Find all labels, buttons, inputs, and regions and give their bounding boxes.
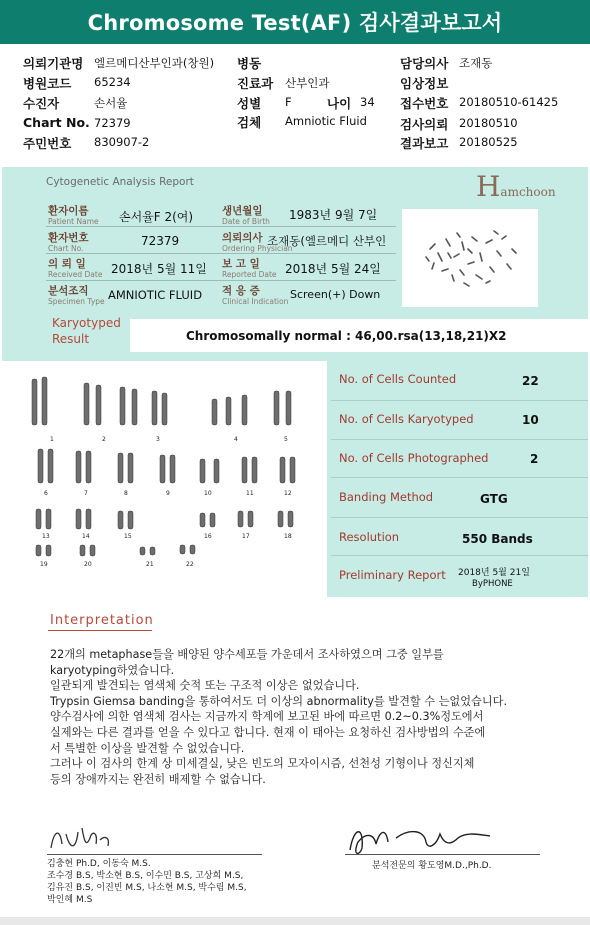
header-info: [0, 48, 590, 156]
chart-no-ko: 환자번호: [48, 232, 89, 244]
patient-label: 수진자: [23, 96, 60, 111]
lab-logo: [476, 170, 556, 203]
sex-label: 성별: [237, 96, 262, 111]
karyogram-number: 15: [124, 533, 132, 540]
resident-no-label: 주민번호: [23, 136, 72, 151]
cytogenetic-report-title: Cytogenetic Analysis Report: [46, 176, 194, 188]
field-chart-no: [48, 230, 89, 253]
stat-label: No. of Cells Karyotyped: [339, 412, 474, 426]
header-row-request-date: [400, 115, 518, 133]
ward-label: 병동: [237, 56, 262, 71]
received-value: 2018년 5월 11일: [111, 262, 207, 276]
interpretation-underline: [48, 630, 152, 631]
karyogram-number: 17: [242, 533, 250, 540]
reception-no-value: 20180510-61425: [459, 95, 559, 109]
report-chart-no-value: 72379: [141, 234, 180, 248]
received-ko: 의 뢰 일: [48, 258, 86, 270]
karyogram-number: 4: [234, 436, 238, 443]
staff-line: 조수경 B.S, 박소현 B.S, 이수민 B.S, 고상희 M.S,: [47, 871, 244, 881]
karyogram-number: 12: [284, 490, 292, 497]
divider: [331, 517, 588, 518]
interpretation-text: [50, 647, 570, 787]
dob-value: 1983년 9월 7일: [289, 208, 378, 222]
specimen-type-value: AMNIOTIC FLUID: [108, 288, 203, 302]
divider: [331, 400, 588, 401]
interpretation-line: 그러나 이 검사의 한계 상 미세결실, 낮은 빈도의 모자이시즘, 선천성 기형이나 정신지체: [50, 757, 475, 771]
staff-line: 김유진 B.S, 이진빈 M.S, 나소현 M.S, 박수림 M.S,: [47, 883, 247, 893]
header-row-patient: [23, 94, 128, 112]
analysis-stats-panel: [331, 361, 588, 597]
indication-ko: 적 응 증: [222, 285, 260, 297]
request-date-value: 20180510: [459, 116, 518, 130]
reported-en: Reported Date: [222, 270, 277, 279]
institution-value: 엘르메디산부인과(창원): [94, 56, 215, 70]
karyotype-value: Chromosomally normal : 46,00.rsa(13,18,21)X2: [186, 329, 507, 343]
field-reported: [222, 256, 277, 279]
stat-label: Banding Method: [339, 490, 434, 504]
chart-no-label: Chart No.: [23, 115, 90, 130]
hospital-code-value: 65234: [94, 75, 131, 89]
field-specimen: [48, 283, 105, 306]
field-received: [48, 256, 102, 279]
chart-no-value: 72379: [94, 116, 131, 130]
reception-no-label: 접수번호: [400, 96, 449, 111]
header-row-institution: [23, 54, 215, 72]
interpretation-line: 등의 장애까지는 완전히 배제할 수 없습니다.: [50, 772, 266, 786]
header-row-ward: [237, 54, 261, 72]
specimen-label: 검체: [237, 115, 262, 130]
divider: [46, 280, 396, 281]
interpretation-line: 22개의 metaphase들을 배양된 양수세포들 가운데서 조사하였으며 그중 일부를: [50, 648, 444, 661]
karyogram-number: 10: [204, 490, 212, 497]
interpretation-line: 일관되게 발견되는 염색체 숫적 또는 구조적 이상은 없었습니다.: [50, 679, 360, 693]
karyogram-number: 5: [284, 436, 288, 443]
clinical-info-label: 임상정보: [400, 76, 449, 91]
metaphase-spread: [402, 209, 538, 307]
stat-label: Preliminary Report: [339, 568, 446, 582]
karyogram-number: 14: [82, 533, 90, 540]
sex-value: F: [285, 95, 292, 109]
stat-value: 550 Bands: [462, 532, 533, 546]
staff-list: [47, 858, 247, 906]
karyotype-label-line1: Karyotyped: [52, 316, 121, 330]
karyogram-number: 19: [40, 561, 48, 568]
interpretation-title: Interpretation: [50, 613, 154, 628]
header-row-report-date: [400, 134, 518, 152]
divider: [331, 439, 588, 440]
specimen-value: Amniotic Fluid: [285, 114, 367, 128]
field-indication: [222, 283, 288, 306]
field-patient-name: [48, 203, 99, 226]
header-row-resident-no: [23, 134, 150, 152]
chart-no-en: Chart No.: [48, 244, 84, 253]
stat-label: No. of Cells Counted: [339, 372, 457, 386]
doctor-label: 담당의사: [400, 56, 449, 71]
karyogram-number: 7: [84, 490, 88, 497]
karyogram-number: 22: [186, 561, 194, 568]
interpretation-line: 실제와는 다른 결과를 얻을 수 있다고 합니다. 현재 이 태아는 요청하신 검사방법의 수준에: [50, 725, 486, 739]
stat-value: 10: [522, 413, 539, 427]
preliminary-date: 2018년 5월 21일: [458, 568, 530, 578]
karyogram-number: 8: [124, 490, 128, 497]
staff-line: 김충현 Ph.D, 이동숙 M.S.: [47, 859, 151, 869]
analyst-name: 분석전문의 황도영M.D.,Ph.D.: [372, 861, 492, 871]
received-en: Received Date: [48, 270, 103, 279]
request-date-label: 검사의뢰: [400, 117, 449, 132]
signature-line-left: [47, 854, 262, 855]
interpretation-line: 양수검사에 의한 염색체 검사는 지금까지 학계에 보고된 바에 따르면 0.2~0.3%정도에서: [50, 710, 484, 724]
karyogram-number: 11: [246, 490, 254, 497]
karyogram-number: 20: [84, 561, 92, 568]
patient-name-en: Patient Name: [48, 217, 99, 226]
karyogram-number: 21: [146, 561, 154, 568]
karyotype-label-line2: Result: [52, 332, 90, 346]
karyogram-number: 13: [42, 533, 50, 540]
lab-logo-text: amchoon: [500, 185, 556, 199]
stat-value: 22: [522, 374, 539, 388]
header-row-doctor: [400, 54, 493, 72]
karyogram-number: 16: [204, 533, 212, 540]
patient-value: 손서율: [94, 96, 128, 110]
indication-value: Screen(+) Down: [290, 288, 381, 301]
physician-en: Ordering Physician: [222, 244, 293, 253]
karyotype-label: [52, 316, 121, 346]
divider: [331, 555, 588, 556]
interpretation-line: karyotyping하였습니다.: [50, 663, 175, 677]
lab-logo-initial: H: [476, 170, 501, 203]
header-row-clinical-info: [400, 74, 448, 92]
department-value: 산부인과: [285, 76, 330, 90]
header-row-sex: [237, 94, 292, 112]
department-label: 진료과: [237, 76, 274, 91]
resident-no-value: 830907-2: [94, 135, 150, 149]
bottom-bar: [0, 917, 590, 925]
divider: [331, 477, 588, 478]
stat-value: GTG: [480, 492, 508, 506]
metaphase-image: [402, 209, 538, 307]
reported-ko: 보 고 일: [222, 258, 260, 270]
patient-name-ko: 환자이름: [48, 205, 89, 217]
interpretation-line: 서 특별한 이상을 발견할 수 없었습니다.: [50, 741, 245, 755]
indication-en: Clinical Indication: [222, 297, 289, 306]
field-dob: [222, 203, 270, 226]
patient-name-value: 손서율F 2(여): [119, 210, 194, 224]
doctor-value: 조재동: [459, 56, 493, 70]
header-row-reception-no: [400, 94, 559, 112]
header-row-department: [237, 74, 330, 92]
karyogram-number: 18: [284, 533, 292, 540]
reported-value: 2018년 5월 24일: [285, 262, 381, 276]
karyogram-number: 2: [102, 436, 106, 443]
report-date-label: 결과보고: [400, 136, 449, 151]
header-row-hospital-code: [23, 74, 131, 92]
karyogram-number: 3: [156, 436, 160, 443]
karyogram-number: 1: [50, 436, 54, 443]
karyogram-number: 6: [44, 490, 48, 497]
handwritten-signature-left: [46, 820, 156, 856]
divider: [46, 226, 396, 227]
stat-label: Resolution: [339, 530, 400, 544]
karyogram-image: [2, 361, 327, 597]
stat-value: 2: [530, 452, 539, 466]
physician-ko: 의뢰의사: [222, 232, 263, 244]
institution-label: 의뢰기관명: [23, 56, 84, 71]
preliminary-method: ByPHONE: [472, 579, 513, 589]
specimen-type-en: Specimen Type: [48, 297, 105, 306]
header-row-age: [327, 94, 375, 112]
karyogram-chromosomes: [2, 361, 327, 597]
physician-value: 조재동(엘르메디 산부인: [267, 234, 387, 248]
report-title-bar: Chromosome Test(AF) 검사결과보고서: [0, 0, 590, 44]
signature-line-right: [345, 854, 540, 855]
specimen-type-ko: 분석조직: [48, 285, 89, 297]
interpretation-line: Trypsin Giemsa banding을 통하여서도 더 이상의 abnormality를 발견할 수 는없었습니다.: [50, 694, 508, 708]
dob-ko: 생년월일: [222, 205, 263, 217]
karyogram-number: 9: [166, 490, 170, 497]
hospital-code-label: 병원코드: [23, 76, 72, 91]
header-row-specimen: [237, 113, 367, 131]
divider: [46, 253, 396, 254]
dob-en: Date of Birth: [222, 217, 270, 226]
staff-line: 박인혜 M.S: [47, 895, 93, 905]
report-date-value: 20180525: [459, 135, 518, 149]
age-value: 34: [360, 95, 375, 109]
stat-label: No. of Cells Photographed: [339, 451, 489, 465]
age-label: 나이: [327, 96, 352, 111]
header-row-chart-no: [23, 115, 131, 130]
